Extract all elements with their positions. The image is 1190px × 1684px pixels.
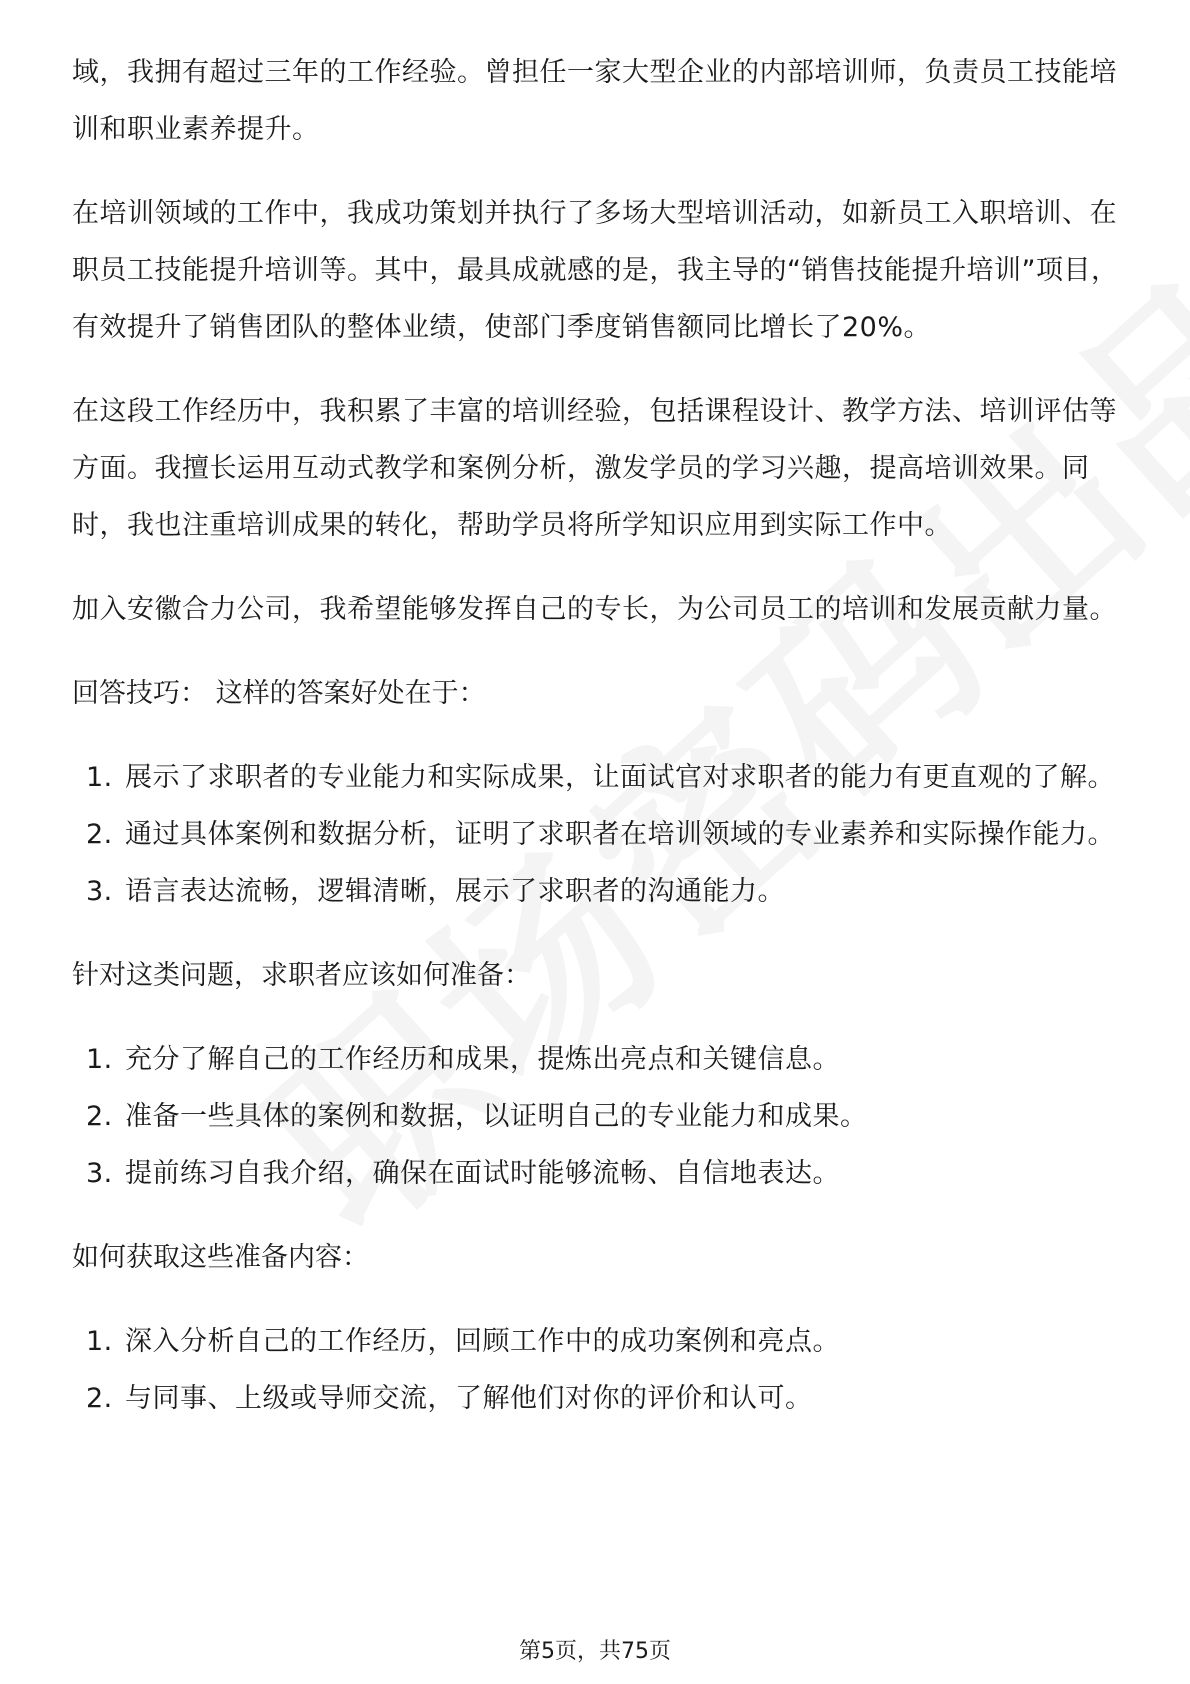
list-number: 1. <box>86 1044 113 1075</box>
list-text: 提前练习自我介绍，确保在面试时能够流畅、自信地表达。 <box>125 1158 840 1189</box>
list-text: 充分了解自己的工作经历和成果，提炼出亮点和关键信息。 <box>125 1044 840 1075</box>
prepare-list <box>72 1031 1128 1202</box>
list-number: 2. <box>86 819 113 850</box>
tips-heading: 回答技巧： 这样的答案好处在于： <box>72 678 486 709</box>
list-text: 与同事、上级或导师交流，了解他们对你的评价和认可。 <box>125 1383 813 1414</box>
tips-list <box>72 749 1128 920</box>
list-item <box>72 1313 1128 1370</box>
list-number: 1. <box>86 1326 113 1357</box>
obtain-heading: 如何获取这些准备内容： <box>72 1242 369 1273</box>
paragraph-skills: 在这段工作经历中，我积累了丰富的培训经验，包括课程设计、教学方法、培训评估等方面。我擅长运用互动式教学和案例分析，激发学员的学习兴趣，提高培训效果。同时，我也注重培训成果的转化，帮助学员将所学知识应用到实际工作中。 <box>72 396 1117 541</box>
list-text: 准备一些具体的案例和数据，以证明自己的专业能力和成果。 <box>125 1101 868 1132</box>
list-item <box>72 1370 1128 1427</box>
list-item <box>72 1088 1128 1145</box>
list-number: 3. <box>86 1158 113 1189</box>
paragraph-goal: 加入安徽合力公司，我希望能够发挥自己的专长，为公司员工的培训和发展贡献力量。 <box>72 594 1117 625</box>
list-item <box>72 749 1128 806</box>
paragraph-experience: 域，我拥有超过三年的工作经验。曾担任一家大型企业的内部培训师，负责员工技能培训和职业素养提升。 <box>72 57 1117 145</box>
list-number: 2. <box>86 1101 113 1132</box>
list-number: 3. <box>86 876 113 907</box>
list-text: 语言表达流畅，逻辑清晰，展示了求职者的沟通能力。 <box>125 876 785 907</box>
paragraph-achievements: 在培训领域的工作中，我成功策划并执行了多场大型培训活动，如新员工入职培训、在职员工技能提升培训等。其中，最具成就感的是，我主导的“销售技能提升培训”项目，有效提升了销售团队的整体业绩，使部门季度销售额同比增长了20%。 <box>72 198 1119 343</box>
list-item <box>72 1031 1128 1088</box>
page-footer: 第5页，共75页 <box>519 1639 671 1664</box>
list-item <box>72 863 1128 920</box>
list-text: 深入分析自己的工作经历，回顾工作中的成功案例和亮点。 <box>125 1326 840 1357</box>
list-item <box>72 806 1128 863</box>
prepare-heading: 针对这类问题，求职者应该如何准备： <box>72 960 531 991</box>
list-item <box>72 1145 1128 1202</box>
list-text: 展示了求职者的专业能力和实际成果，让面试官对求职者的能力有更直观的了解。 <box>125 762 1115 793</box>
document-body <box>72 44 1128 1454</box>
list-number: 2. <box>86 1383 113 1414</box>
list-text: 通过具体案例和数据分析，证明了求职者在培训领域的专业素养和实际操作能力。 <box>125 819 1115 850</box>
obtain-list <box>72 1313 1128 1427</box>
list-number: 1. <box>86 762 113 793</box>
